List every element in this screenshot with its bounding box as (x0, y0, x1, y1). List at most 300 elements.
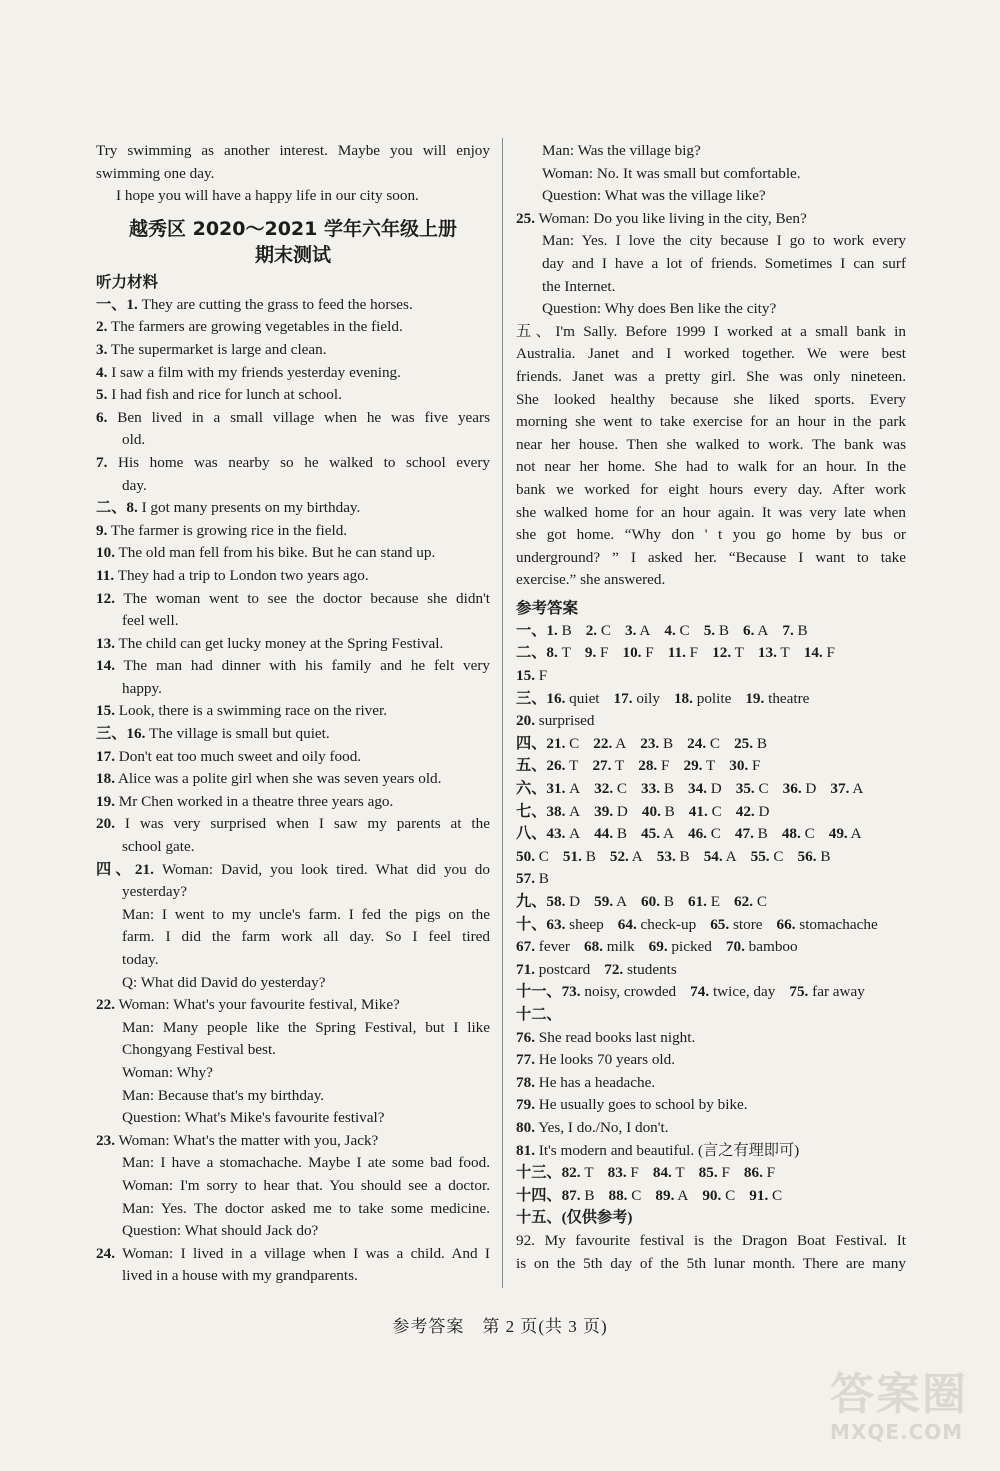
answer-number: 45. (641, 825, 661, 843)
script-line: Question: What was the village like? (542, 187, 766, 205)
script-line (96, 407, 490, 430)
essay-line: is on the 5th day of the 5th lunar month. There are many (516, 1254, 906, 1272)
answer-number: 4. (664, 621, 676, 639)
answer-item (516, 1207, 632, 1230)
answer-value: D (613, 802, 628, 820)
answer-number: 57. (516, 870, 535, 888)
item-text: Don't eat too much sweet and oily food. (118, 747, 362, 765)
answer-value: sheep (565, 915, 604, 933)
answer-value: He has a headache. (534, 1073, 656, 1091)
answer-number: 11. (667, 644, 686, 662)
answer-value: C (769, 847, 784, 865)
answer-row (516, 1094, 906, 1117)
script-line (96, 316, 490, 339)
answer-number: 58. (546, 893, 566, 910)
answer-value: He looks 70 years old. (534, 1051, 676, 1069)
item-text: The farmer is growing rice in the field. (110, 521, 348, 539)
answer-number: 72. (604, 960, 624, 978)
answer-number: 59. (594, 893, 614, 910)
answer-number: 50. (516, 847, 535, 865)
answer-number: 61. (687, 893, 707, 910)
answer-number: 62. (734, 893, 754, 910)
answer-item (516, 891, 580, 914)
item-number: 20. (96, 815, 115, 833)
answer-item (516, 981, 676, 1004)
script-line (516, 208, 906, 231)
answer-item (516, 801, 580, 824)
answer-item (653, 1162, 685, 1185)
script-line (96, 384, 490, 407)
answer-item (702, 1185, 735, 1208)
item-text: I was very surprised when I saw my parents at the (124, 815, 490, 833)
answer-number: 19. (745, 689, 765, 707)
right-column (516, 140, 906, 1275)
script-line: Chongyang Festival best. (122, 1041, 276, 1059)
essay-line: 92. My favourite festival is the Dragon Boat Festival. It (516, 1231, 906, 1249)
answer-item (516, 1117, 669, 1140)
answer-item (516, 823, 580, 846)
answer-value: bamboo (744, 938, 798, 956)
script-line (96, 339, 490, 362)
answer-row (516, 710, 906, 733)
answer-number: 20. (516, 712, 535, 730)
answer-value: T (731, 644, 744, 662)
script-line: day. (122, 476, 147, 494)
answer-value: A (613, 893, 628, 910)
answer-number: 31. (546, 780, 566, 798)
item-number: 一、1. (96, 295, 138, 313)
item-number: 23. (96, 1131, 115, 1149)
answer-value: A (674, 1186, 689, 1204)
script-line (96, 859, 490, 882)
answer-value: far away (808, 983, 865, 1001)
answer-value: C (597, 621, 612, 639)
item-number: 14. (96, 657, 115, 675)
answer-number: 13. (757, 644, 777, 662)
answer-number: 64. (617, 915, 637, 933)
answer-item (641, 778, 674, 801)
answer-number: 66. (776, 915, 796, 933)
answer-value: F (717, 1164, 730, 1182)
answer-item (604, 959, 677, 982)
answer-value: He usually goes to school by bike. (534, 1096, 748, 1114)
item-number: 18. (96, 770, 115, 788)
answer-row (516, 1207, 906, 1230)
answer-number: 54. (703, 847, 723, 865)
script-line: Question: Why does Ben like the city? (542, 300, 777, 318)
answer-value: B (557, 621, 572, 639)
answer-item (625, 620, 650, 643)
answer-number: 85. (698, 1164, 718, 1182)
answer-item (594, 801, 628, 824)
answer-value: postcard (534, 960, 591, 978)
essay-answer (516, 1230, 906, 1275)
answer-item (516, 778, 580, 801)
answer-item (638, 755, 669, 778)
answer-item (688, 778, 722, 801)
item-number: 11. (96, 566, 115, 584)
watermark-text: 答案圈 (830, 1369, 968, 1420)
answer-number: 55. (750, 847, 770, 865)
answer-number: 9. (584, 644, 597, 662)
listening-script-continued (516, 140, 906, 592)
answer-number: 67. (516, 938, 535, 956)
answer-item (782, 620, 807, 643)
answer-value: A (612, 734, 627, 752)
passage-line: Australia. Janet and I worked together. We were best (516, 345, 906, 363)
answer-item (516, 1049, 675, 1072)
answer-item (516, 1072, 655, 1095)
answer-number: 39. (594, 802, 614, 820)
script-line (96, 813, 490, 836)
answer-value: C (627, 1186, 642, 1204)
item-text: I saw a film with my friends yesterday evening. (111, 363, 401, 381)
answer-value: B (793, 621, 808, 639)
answer-value: B (675, 847, 690, 865)
answer-number: 28. (638, 757, 658, 775)
item-number: 17. (96, 747, 115, 765)
item-text: They had a trip to London two years ago. (117, 566, 369, 584)
answer-row (516, 959, 906, 982)
item-number: 12. (96, 589, 115, 607)
answer-row (516, 1049, 906, 1072)
answer-number: 14. (803, 644, 823, 662)
answer-value: A (565, 780, 581, 798)
answer-item (516, 936, 570, 959)
item-text: The supermarket is large and clean. (110, 340, 327, 358)
answer-row (516, 778, 906, 801)
passage-line: bank we worked for eight hours every day. After work (516, 480, 906, 498)
answer-value: B (534, 870, 549, 888)
answer-section: 六、 (516, 780, 547, 798)
item-number: 15. (96, 702, 115, 720)
passage-line: 五、I'm Sally. Before 1999 I worked at a small bank in (516, 322, 906, 340)
answer-item (516, 755, 578, 778)
script-line: old. (122, 431, 146, 449)
answer-number: 86. (743, 1164, 763, 1182)
script-line: feel well. (122, 612, 179, 630)
answer-item (712, 642, 744, 665)
answer-number: 26. (546, 757, 566, 775)
answer-value: Yes, I do./No, I don't. (534, 1118, 669, 1136)
answer-item (516, 959, 590, 982)
intro-line: I hope you will have a happy life in our city soon. (116, 187, 419, 205)
answer-number: 27. (592, 757, 612, 775)
answer-item (641, 823, 674, 846)
answer-item (608, 1185, 641, 1208)
answer-item (729, 755, 760, 778)
answer-row (516, 823, 906, 846)
item-number: 7. (96, 453, 108, 471)
answer-number: 18. (673, 689, 693, 707)
answer-number: 15. (516, 667, 535, 685)
item-text: The village is small but quiet. (149, 725, 330, 743)
answer-item (668, 642, 698, 665)
answer-value: C (800, 825, 815, 843)
answer-item (593, 733, 626, 756)
answer-item (641, 891, 674, 914)
answer-row (516, 936, 906, 959)
answer-number: 40. (641, 802, 661, 820)
answer-item (516, 688, 600, 711)
answer-number: 73. (561, 983, 581, 1001)
answer-section: 十、 (516, 915, 547, 933)
answer-value: T (611, 757, 625, 775)
answer-number: 10. (622, 644, 642, 662)
answer-number: 34. (687, 780, 707, 798)
answer-number: 88. (608, 1186, 628, 1204)
answer-item (688, 823, 721, 846)
answer-value: milk (602, 938, 635, 956)
answer-value: B (659, 734, 674, 752)
answer-number: 47. (734, 825, 754, 843)
answer-row (516, 620, 906, 643)
item-number: 5. (96, 386, 108, 404)
script-line (96, 565, 490, 588)
answer-value: A (565, 802, 581, 820)
answer-section: 九、 (516, 893, 547, 910)
answer-number: 44. (594, 825, 614, 843)
answer-item (758, 642, 790, 665)
item-text: I got many presents on my birthday. (141, 499, 361, 517)
answer-value: A (754, 621, 769, 639)
answer-item (734, 733, 767, 756)
answer-item (610, 846, 643, 869)
answer-value: theatre (764, 689, 810, 707)
answer-value: C (613, 780, 628, 798)
script-line: Question: What should Jack do? (122, 1222, 319, 1240)
answer-value: stomachache (795, 915, 878, 933)
answer-value: T (776, 644, 790, 662)
answer-value: C (534, 847, 549, 865)
answer-number: 56. (797, 847, 817, 865)
answer-number: 53. (656, 847, 676, 865)
answer-item (830, 778, 863, 801)
answer-number: 49. (828, 825, 848, 843)
answer-number: 1. (546, 621, 558, 639)
answer-value: B (660, 893, 674, 910)
item-number: 3. (96, 340, 108, 358)
answer-value: B (580, 1186, 595, 1204)
answer-number: 48. (781, 825, 801, 843)
item-number: 二、8. (96, 499, 138, 517)
answer-item (744, 1162, 775, 1185)
answer-item (777, 914, 878, 937)
answer-item (516, 846, 549, 869)
answer-row (516, 733, 906, 756)
answer-item (516, 642, 571, 665)
answer-number: 75. (789, 983, 809, 1001)
answer-number: 37. (830, 780, 850, 798)
answer-item (726, 936, 798, 959)
answer-row (516, 1117, 906, 1140)
answer-row (516, 755, 906, 778)
answer-value: T (557, 644, 571, 662)
answer-value: students (623, 960, 677, 978)
item-text: The man had dinner with his family and he felt very (123, 657, 490, 675)
answer-value: D (754, 802, 770, 820)
answer-value: E (706, 893, 721, 910)
answer-item (594, 823, 627, 846)
answer-item (804, 642, 835, 665)
script-line (96, 723, 490, 746)
answer-value: B (715, 621, 730, 639)
answer-number: 63. (546, 915, 566, 933)
answer-item (690, 981, 775, 1004)
answer-value: check-up (636, 915, 697, 933)
watermark-logo (830, 1370, 980, 1465)
script-line: school gate. (122, 838, 195, 856)
answer-value: fever (534, 938, 570, 956)
item-text: I had fish and rice for lunch at school. (111, 386, 342, 404)
answer-value: She read books last night. (534, 1028, 696, 1046)
answer-item (516, 1140, 799, 1163)
exam-subtitle: 期末测试 (254, 243, 331, 266)
script-line (96, 497, 490, 520)
script-line: the Internet. (542, 277, 616, 295)
answer-value: B (753, 825, 768, 843)
answer-number: 90. (702, 1186, 722, 1204)
answer-number: 43. (546, 825, 566, 843)
answer-item (516, 1004, 562, 1027)
answer-item (699, 1162, 730, 1185)
script-line (96, 542, 490, 565)
answer-item (710, 914, 762, 937)
answer-item (622, 642, 653, 665)
script-line (96, 588, 490, 611)
answer-number: 71. (516, 960, 535, 978)
answer-section: 十五、(仅供参考) (516, 1209, 633, 1227)
answer-value: F (762, 1164, 776, 1182)
answer-item (516, 1185, 594, 1208)
item-text: The farmers are growing vegetables in the field. (110, 318, 403, 336)
answer-section: 十一、 (516, 983, 562, 1001)
script-line: happy. (122, 679, 162, 697)
answer-value: F (534, 667, 548, 685)
answer-value: F (641, 644, 654, 662)
answer-number: 91. (749, 1186, 769, 1204)
script-line (96, 655, 490, 678)
answer-number: 77. (516, 1051, 535, 1069)
passage-line: not near her home. She had to walk for an hour. In the (516, 458, 906, 476)
item-number: 四、21. (96, 860, 154, 878)
script-line (96, 1243, 490, 1266)
left-column (96, 140, 490, 1288)
answer-value: twice, day (709, 983, 776, 1001)
answer-value: B (660, 780, 674, 798)
answer-item (829, 823, 862, 846)
answer-item (585, 642, 609, 665)
answer-item (618, 914, 696, 937)
answer-row (516, 981, 906, 1004)
answer-number: 12. (712, 644, 732, 662)
answer-number: 42. (735, 802, 755, 820)
script-line: Man: Was the village big? (542, 142, 701, 159)
script-line: Woman: Why? (122, 1063, 213, 1081)
item-number: 19. (96, 792, 115, 810)
answer-number: 7. (782, 621, 794, 639)
answer-item (736, 778, 769, 801)
answer-value: B (753, 734, 767, 752)
answer-number: 25. (734, 734, 754, 752)
answer-value: D (565, 893, 581, 910)
answer-item (516, 710, 594, 733)
answer-number: 69. (648, 938, 668, 956)
answer-item (516, 868, 549, 891)
answer-section: 十四、 (516, 1186, 562, 1204)
answer-value: F (685, 644, 699, 662)
answer-section: 五、 (516, 757, 547, 775)
answer-value: It's modern and beautiful. (言之有理即可) (534, 1141, 800, 1159)
answer-value: noisy, crowded (580, 983, 677, 1001)
answer-row (516, 1072, 906, 1095)
answer-row (516, 1185, 906, 1208)
answer-item (594, 778, 627, 801)
item-text: His home was nearby so he walked to school every (117, 453, 490, 471)
answer-value: C (675, 621, 690, 639)
answer-item (584, 936, 635, 959)
item-text: Woman: What's your favourite festival, Mike? (118, 996, 400, 1014)
script-line: Man: I went to my uncle's farm. I fed the pigs on the (122, 905, 490, 923)
answer-number: 46. (687, 825, 707, 843)
answer-section: 十二、 (516, 1005, 562, 1023)
answer-item (734, 891, 767, 914)
answer-row (516, 1004, 906, 1027)
item-number: 4. (96, 363, 108, 381)
answer-row (516, 642, 906, 665)
answer-number: 5. (703, 621, 716, 639)
answer-number: 89. (655, 1186, 675, 1204)
script-line (96, 746, 490, 769)
answer-number: 23. (640, 734, 660, 752)
answer-value: F (657, 757, 670, 775)
listening-script (96, 294, 490, 1288)
script-line: Man: Because that's my birthday. (122, 1086, 325, 1104)
answer-item (657, 846, 690, 869)
answer-item (782, 823, 815, 846)
answer-number: 79. (516, 1096, 535, 1114)
answer-value: T (671, 1164, 685, 1182)
answer-item (516, 620, 572, 643)
passage-line: friends. Janet was a pretty girl. She was only nineteen. (516, 367, 906, 385)
passage-line: morning she went to take exercise for an hour in the park (516, 413, 906, 431)
answer-number: 80. (516, 1118, 535, 1136)
script-line (96, 362, 490, 385)
intro-line: swimming one day. (96, 164, 215, 182)
answer-item (642, 801, 675, 824)
answer-value: picked (667, 938, 712, 956)
answer-value: A (565, 825, 581, 843)
answer-number: 17. (613, 689, 633, 707)
answer-value: C (565, 734, 580, 752)
answer-number: 16. (546, 689, 566, 707)
script-line: day and I have a lot of friends. Sometimes I can surf (542, 254, 906, 272)
passage-line: underground? ” I asked her. “Because I want to take (516, 548, 906, 566)
script-line: farm. I did the farm work all day. So I feel tired (122, 928, 490, 946)
script-line: Man: Yes. The doctor asked me to take some medicine. (122, 1199, 490, 1217)
answer-row (516, 801, 906, 824)
answer-value: A (628, 847, 643, 865)
answer-number: 22. (593, 734, 613, 752)
item-text: Mr Chen worked in a theatre three years ago. (118, 792, 394, 810)
answer-number: 8. (546, 644, 558, 662)
item-text: Woman: I lived in a village when I was a child. And I (122, 1244, 490, 1262)
item-number: 22. (96, 996, 115, 1014)
answer-value: D (801, 780, 817, 798)
answer-number: 82. (561, 1164, 581, 1182)
script-line (96, 994, 490, 1017)
answer-number: 41. (688, 802, 708, 820)
